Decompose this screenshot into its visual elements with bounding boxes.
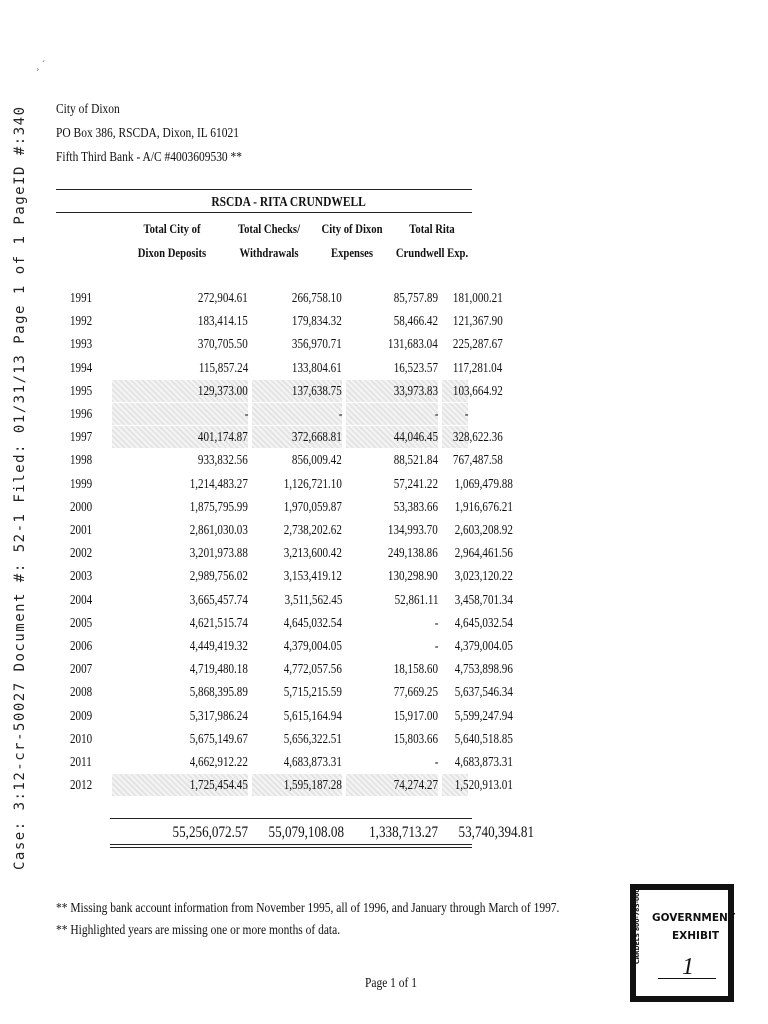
- table-row: [56, 310, 503, 333]
- year-cell: 2007: [70, 661, 93, 677]
- year-cell: 1993: [70, 336, 93, 352]
- column-header-expenses: [303, 217, 401, 265]
- withdrawals-cell: -: [252, 403, 342, 425]
- exhibit-number: 1: [682, 954, 694, 980]
- expenses-cell: 85,757.89: [393, 290, 438, 305]
- crundwell-cell: 225,287.67: [452, 336, 503, 352]
- column-header-line: Crundwell Exp.: [395, 245, 469, 260]
- total-crundwell: 53,740,394.81: [458, 824, 534, 841]
- table-row: [56, 357, 503, 380]
- year-cell: 2010: [70, 730, 93, 746]
- table-row: [56, 380, 503, 403]
- deposits-cell: 4,662,912.22: [189, 754, 248, 769]
- total-deposits: 55,256,072.57: [172, 824, 248, 841]
- page-number: Page 1 of 1: [365, 976, 417, 991]
- withdrawals-cell: 266,758.10: [292, 290, 342, 305]
- table-row: [56, 681, 513, 704]
- withdrawals-cell: 2,738,202.62: [283, 522, 342, 537]
- table-row: [56, 403, 472, 426]
- header-city: City of Dixon: [56, 102, 120, 117]
- year-cell: 1994: [70, 359, 93, 375]
- expenses-cell: 16,523.57: [393, 359, 438, 375]
- table-row: [56, 612, 513, 635]
- table-row: [56, 519, 513, 542]
- crundwell-cell: -: [442, 403, 468, 425]
- year-cell: 1996: [70, 406, 93, 421]
- year-cell: 2001: [70, 522, 93, 537]
- table-row: [56, 449, 503, 472]
- table-row: [56, 589, 513, 612]
- withdrawals-cell: 3,511,562.45: [284, 591, 342, 607]
- table-row: [56, 287, 503, 310]
- deposits-cell: 3,201,973.88: [189, 545, 248, 561]
- deposits-cell: 272,904.61: [198, 290, 248, 305]
- crundwell-cell: 1,520,913.01: [442, 774, 468, 796]
- footnotes: [56, 898, 559, 942]
- column-header-line: Dixon Deposits: [137, 245, 207, 260]
- expenses-cell: 88,521.84: [393, 452, 438, 468]
- withdrawals-cell: 1,126,721.10: [283, 475, 342, 491]
- deposits-cell: 5,675,149.67: [189, 730, 248, 746]
- year-cell: 1992: [70, 313, 93, 329]
- deposits-cell: 129,373.00: [112, 380, 248, 402]
- year-cell: 2009: [70, 707, 93, 723]
- withdrawals-cell: 179,834.32: [292, 313, 342, 329]
- deposits-cell: 4,621,515.74: [189, 614, 248, 630]
- crundwell-cell: 3,458,701.34: [454, 591, 513, 607]
- expenses-cell: -: [434, 754, 438, 769]
- withdrawals-cell: 5,715,215.59: [283, 684, 342, 700]
- crundwell-cell: 1,916,676.21: [454, 498, 513, 514]
- exhibit-number-rule: [658, 978, 716, 979]
- account-summary-table: [56, 189, 513, 793]
- deposits-cell: 4,719,480.18: [189, 661, 248, 677]
- table-row: [56, 426, 503, 449]
- crundwell-cell: 4,645,032.54: [454, 614, 513, 630]
- crundwell-cell: 5,637,546.34: [454, 684, 513, 700]
- crundwell-cell: 2,603,208.92: [454, 522, 513, 537]
- crundwell-cell: 328,622.36: [442, 426, 468, 448]
- column-headers: [56, 213, 472, 263]
- year-cell: 2005: [70, 614, 93, 630]
- column-header-line: Total Checks/: [237, 221, 301, 236]
- case-filing-stamp: Case: 3:12-cr-50027 Document #: 52-1 Filed: 01/31/13 Page 1 of 1 PageID #:340: [12, 105, 28, 870]
- expenses-cell: -: [434, 638, 438, 653]
- table-row: [56, 542, 513, 565]
- withdrawals-cell: 4,683,873.31: [283, 754, 342, 769]
- expenses-cell: 52,861.11: [394, 591, 438, 607]
- table-row: [56, 751, 513, 774]
- expenses-cell: 58,466.42: [393, 313, 438, 329]
- total-expenses: 1,338,713.27: [369, 824, 438, 841]
- footnote-highlighted-years: ** Highlighted years are missing one or more months of data.: [56, 923, 341, 938]
- deposits-cell: 401,174.87: [112, 426, 248, 448]
- withdrawals-cell: 1,595,187.28: [252, 774, 342, 796]
- table-row: [56, 565, 513, 588]
- document-header: [56, 98, 242, 170]
- crundwell-cell: 103,664.92: [442, 380, 468, 402]
- withdrawals-cell: 5,615,164.94: [283, 707, 342, 723]
- expenses-cell: 77,669.25: [393, 684, 438, 700]
- year-cell: 2006: [70, 638, 93, 653]
- crundwell-cell: 4,379,004.05: [454, 638, 513, 653]
- year-cell: 2003: [70, 568, 93, 584]
- year-cell: 2011: [70, 754, 92, 769]
- expenses-cell: 15,917.00: [393, 707, 438, 723]
- column-header-line: Total Rita: [409, 221, 455, 236]
- crundwell-cell: 5,640,518.85: [454, 730, 513, 746]
- exhibit-sticker-label: [634, 884, 736, 996]
- column-header-line: Total City of: [143, 221, 201, 236]
- header-address: PO Box 386, RSCDA, Dixon, IL 61021: [56, 126, 239, 141]
- year-cell: 1998: [70, 452, 93, 468]
- withdrawals-cell: 372,668.81: [252, 426, 342, 448]
- exhibit-title: GOVERNMENT: [652, 912, 736, 924]
- table-row: [56, 496, 513, 519]
- withdrawals-cell: 4,379,004.05: [283, 638, 342, 653]
- withdrawals-cell: 5,656,322.51: [283, 730, 342, 746]
- column-header-crundwell: [391, 217, 473, 265]
- table-row: [56, 473, 513, 496]
- expenses-cell: -: [346, 403, 438, 425]
- year-cell: 2012: [70, 777, 93, 793]
- table-row: [56, 635, 513, 658]
- withdrawals-cell: 3,153,419.12: [283, 568, 342, 584]
- column-header-line: City of Dixon: [321, 221, 383, 236]
- total-withdrawals: 55,079,108.08: [268, 824, 344, 841]
- totals-row: [56, 818, 534, 848]
- footnote-missing-data: ** Missing bank account information from November 1995, all of 1996, and January through March of 1997.: [56, 901, 560, 916]
- expenses-cell: 249,138.86: [388, 545, 438, 561]
- expenses-cell: 130,298.90: [388, 568, 438, 584]
- expenses-cell: 57,241.22: [393, 475, 438, 491]
- crundwell-cell: 3,023,120.22: [454, 568, 513, 584]
- crundwell-cell: 4,683,873.31: [454, 754, 513, 769]
- deposits-cell: 933,832.56: [198, 452, 248, 468]
- year-cell: 2004: [70, 591, 93, 607]
- withdrawals-cell: 356,970.71: [292, 336, 342, 352]
- expenses-cell: 33,973.83: [346, 380, 438, 402]
- year-cell: 1997: [70, 429, 93, 445]
- expenses-cell: -: [434, 614, 438, 630]
- withdrawals-cell: 133,804.61: [292, 359, 342, 375]
- exhibit-vendor-text: CARDELS 800-783-0009: [634, 884, 641, 964]
- totals-double-rule-lower: [110, 847, 472, 848]
- crundwell-cell: 121,367.90: [452, 313, 503, 329]
- expenses-cell: 53,383.66: [393, 498, 438, 514]
- withdrawals-cell: 856,009.42: [292, 452, 342, 468]
- crundwell-cell: 181,000.21: [452, 290, 503, 305]
- deposits-cell: 1,875,795.99: [189, 498, 248, 514]
- deposits-cell: 3,665,457.74: [189, 591, 248, 607]
- expenses-cell: 134,993.70: [388, 522, 438, 537]
- crundwell-cell: 2,964,461.56: [454, 545, 513, 561]
- deposits-cell: 4,449,419.32: [189, 638, 248, 653]
- deposits-cell: -: [112, 403, 248, 425]
- totals-double-rule-upper: [110, 844, 472, 845]
- year-cell: 2000: [70, 498, 93, 514]
- expenses-cell: 18,158.60: [393, 661, 438, 677]
- header-bank-account: Fifth Third Bank - A/C #4003609530 **: [56, 150, 243, 165]
- expenses-cell: 15,803.66: [393, 730, 438, 746]
- year-cell: 2008: [70, 684, 93, 700]
- totals-top-rule: [110, 818, 472, 819]
- deposits-cell: 115,857.24: [198, 359, 248, 375]
- withdrawals-cell: 4,772,057.56: [283, 661, 342, 677]
- withdrawals-cell: 4,645,032.54: [283, 614, 342, 630]
- crundwell-cell: 1,069,479.88: [454, 475, 513, 491]
- deposits-cell: 2,989,756.02: [189, 568, 248, 584]
- year-cell: 1991: [70, 290, 93, 305]
- scan-marks: ¸ ´: [36, 60, 46, 71]
- exhibit-subtitle: EXHIBIT: [672, 930, 720, 942]
- deposits-cell: 370,705.50: [198, 336, 248, 352]
- year-cell: 1999: [70, 475, 93, 491]
- year-cell: 1995: [70, 382, 93, 398]
- year-cell: 2002: [70, 545, 93, 561]
- deposits-cell: 5,868,395.89: [189, 684, 248, 700]
- table-title: RSCDA - RITA CRUNDWELL: [211, 195, 366, 210]
- deposits-cell: 5,317,986.24: [189, 707, 248, 723]
- table-row: [56, 774, 513, 797]
- column-header-line: Expenses: [330, 245, 374, 260]
- withdrawals-cell: 137,638.75: [252, 380, 342, 402]
- table-row: [56, 658, 513, 681]
- expenses-cell: 131,683.04: [388, 336, 438, 352]
- expenses-cell: 44,046.45: [346, 426, 438, 448]
- expenses-cell: 74,274.27: [346, 774, 438, 796]
- table-row: [56, 333, 503, 356]
- government-exhibit-sticker: [630, 884, 734, 1002]
- crundwell-cell: 117,281.04: [452, 359, 503, 375]
- withdrawals-cell: 3,213,600.42: [283, 545, 342, 561]
- deposits-cell: 183,414.15: [198, 313, 248, 329]
- crundwell-cell: 767,487.58: [452, 452, 503, 468]
- column-header-line: Withdrawals: [239, 245, 299, 260]
- crundwell-cell: 5,599,247.94: [454, 707, 513, 723]
- table-row: [56, 728, 513, 751]
- deposits-cell: 1,725,454.45: [112, 774, 248, 796]
- deposits-cell: 2,861,030.03: [189, 522, 248, 537]
- column-header-deposits: [123, 217, 221, 265]
- deposits-cell: 1,214,483.27: [189, 475, 248, 491]
- withdrawals-cell: 1,970,059.87: [283, 498, 342, 514]
- crundwell-cell: 4,753,898.96: [454, 661, 513, 677]
- table-row: [56, 705, 513, 728]
